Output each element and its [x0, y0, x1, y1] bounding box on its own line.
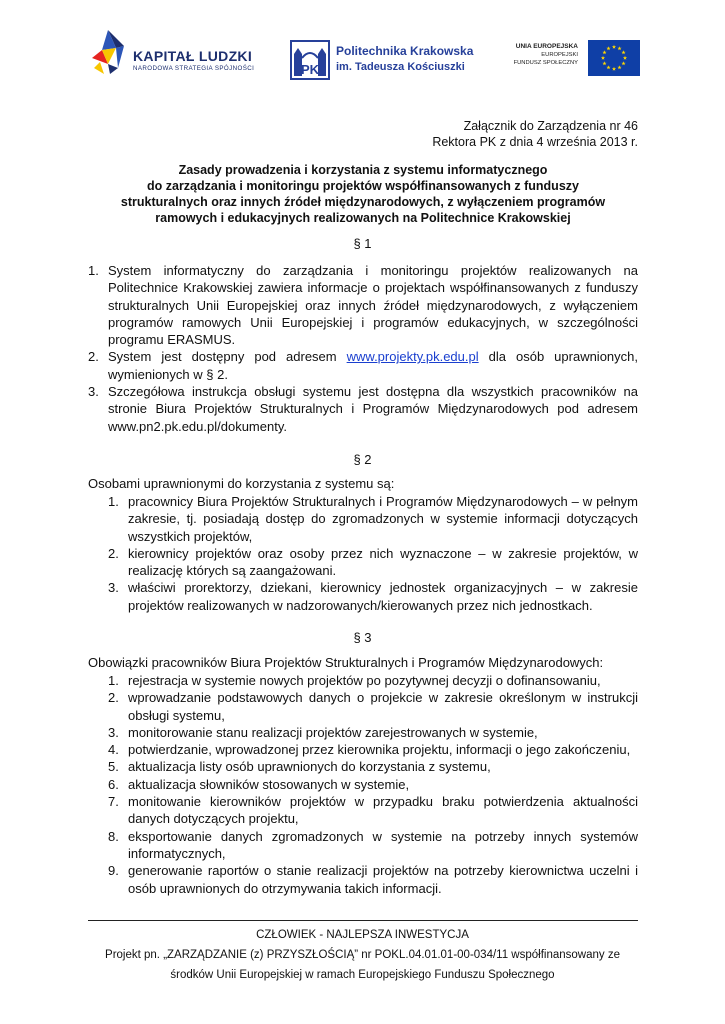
- title-line-1: Zasady prowadzenia i korzystania z systemu informatycznego: [178, 163, 548, 177]
- list-item: [108, 545, 638, 580]
- footer-project: Projekt pn. „ZARZĄDZANIE (z) PRZYSZŁOŚCIĄ” nr POKL.04.01.01-00-034/11 współfinansowany ze: [105, 949, 620, 961]
- list-item: [108, 758, 638, 775]
- footer-divider: [88, 920, 638, 921]
- item-text: aktualizacja listy osób uprawnionych do korzystania z systemu,: [128, 759, 491, 775]
- item-number: 3.: [108, 580, 119, 596]
- section-2-list: [108, 493, 638, 614]
- annex-line-2: Rektora PK z dnia 4 września 2013 r.: [432, 135, 638, 149]
- kapital-ludzki-subtitle: NARODOWA STRATEGIA SPÓJNOŚCI: [133, 65, 255, 72]
- politechnika-name: Politechnika Krakowska: [336, 44, 474, 58]
- item-number: 5.: [108, 759, 119, 775]
- item-text: aktualizacja słowników stosowanych w systemie,: [128, 776, 410, 792]
- title-line-3: strukturalnych oraz innych źródeł międzynarodowych, z wyłączeniem programów: [120, 195, 606, 209]
- document-title: [88, 162, 638, 226]
- projekty-link[interactable]: www.projekty.pk.edu.pl: [346, 349, 479, 365]
- item-text: rejestracja w systemie nowych projektów po pozytywnej decyzji o dofinansowaniu,: [128, 673, 601, 688]
- list-item: [88, 348, 638, 383]
- annex-line-1: Załącznik do Zarządzenia nr 46: [463, 119, 638, 133]
- item-number: 9.: [108, 863, 119, 879]
- page-header: [0, 28, 725, 88]
- item-number: 3.: [108, 724, 119, 740]
- item-text: System informatyczny do zarządzania i monitoringu projektów realizowanych na Politechnice Krakowskiej zawiera informacje o projektach współfinansowanych z funduszy strukturalnych Unii Europejskiej oraz innych źródeł międzynarodowych, z wyłączeniem programów ramowych Unii Europejskiej i programów edukacyjnych, w szczególności programu ERASMUS.: [108, 263, 638, 348]
- item-number: 2.: [88, 349, 99, 365]
- item-text: potwierdzanie, wprowadzonej przez kierownika projektu, informacji o jego zakończeniu,: [128, 742, 631, 758]
- page-footer: [0, 925, 725, 985]
- item-number: 1.: [108, 673, 119, 688]
- item-number: 4.: [108, 742, 119, 758]
- eu-text: [514, 42, 578, 67]
- list-item: [88, 262, 638, 348]
- svg-text:PK: PK: [300, 62, 320, 77]
- list-item: [108, 741, 638, 758]
- item-text: pracownicy Biura Projektów Strukturalnych i Programów Międzynarodowych – w pełnym zakresie, tj. posiadają dostęp do zgromadzonych w systemie informacji dotyczących wszystkich projektów,: [128, 494, 638, 544]
- item-number: 8.: [108, 828, 119, 844]
- list-item: [108, 862, 638, 897]
- annex-note: [432, 118, 638, 150]
- section-1-list: [88, 262, 638, 435]
- item-text-before: System jest dostępny pod adresem: [108, 349, 347, 365]
- politechnika-logo: [290, 40, 490, 80]
- eu-line-2: EUROPEJSKI: [541, 52, 578, 58]
- item-text: wprowadzanie podstawowych danych o projekcie w zakresie określonym w instrukcji obsługi systemu,: [128, 690, 638, 723]
- item-text: generowanie raportów o stanie realizacji projektów na potrzeby kierownictwa uczelni i osób uprawnionych do otrzymywania takich informacji.: [128, 863, 638, 896]
- section-1-heading: § 1: [353, 236, 372, 251]
- section-3-intro: Obowiązki pracowników Biura Projektów Strukturalnych i Programów Międzynarodowych:: [88, 655, 604, 670]
- item-text-after: dla osób uprawnionych, wymienionych w § 2.: [108, 349, 638, 382]
- list-item: [108, 672, 638, 689]
- item-text: właściwi prorektorzy, dziekani, kierownicy jednostek organizacyjnych – w zakresie projektów realizowanych w nadzorowanych/kierowanych przez nich jednostkach.: [128, 580, 638, 613]
- eu-line-3: FUNDUSZ SPOŁECZNY: [513, 60, 578, 66]
- list-item: [108, 828, 638, 863]
- list-item: [108, 493, 638, 545]
- item-text: Szczegółowa instrukcja obsługi systemu jest dostępna dla wszystkich pracowników na stronie Biura Projektów Strukturalnych i Programów Międzynarodowych pod adresem www.pn2.pk.edu.pl/dokumenty.: [108, 384, 638, 434]
- item-number: 1.: [108, 494, 119, 509]
- footer-slogan: CZŁOWIEK - NAJLEPSZA INWESTYCJA: [256, 929, 469, 941]
- item-number: 3.: [88, 384, 99, 400]
- eu-logo: [500, 40, 640, 80]
- item-number: 1.: [88, 263, 99, 278]
- politechnika-subname: im. Tadeusza Kościuszki: [336, 61, 465, 73]
- section-3-heading: § 3: [353, 630, 372, 645]
- title-line-2: do zarządzania i monitoringu projektów współfinansowanych z funduszy: [147, 179, 579, 193]
- section-2-intro: Osobami uprawnionymi do korzystania z systemu są:: [88, 476, 395, 491]
- politechnika-crest-icon: [290, 40, 330, 80]
- list-item: [108, 793, 638, 828]
- item-text: monitorowanie stanu realizacji projektów zarejestrowanych w systemie,: [128, 724, 538, 740]
- list-item: [108, 776, 638, 793]
- section-3-list: [108, 672, 638, 897]
- item-number: 6.: [108, 776, 119, 792]
- item-text: kierownicy projektów oraz osoby przez nich wyznaczone – w zakresie projektów, w realizację których są zaangażowani.: [128, 545, 638, 579]
- item-number: 2.: [108, 545, 119, 561]
- list-item: [88, 383, 638, 435]
- item-text: eksportowanie danych zgromadzonych w systemie na potrzeby innych systemów informatycznych,: [128, 828, 638, 861]
- list-item: [108, 724, 638, 741]
- list-item: [108, 579, 638, 614]
- kapital-ludzki-title: KAPITAŁ LUDZKI: [133, 48, 253, 64]
- footer-funding: środków Unii Europejskiej w ramach Europejskiego Funduszu Społecznego: [170, 969, 555, 981]
- eu-flag-icon: [588, 40, 640, 76]
- item-text: monitowanie kierowników projektów w przypadku braku potwierdzenia aktualności danych dotyczących projektu,: [128, 794, 638, 827]
- eu-line-1: UNIA EUROPEJSKA: [515, 43, 578, 50]
- kapital-ludzki-icon: [88, 28, 128, 76]
- list-item: [108, 689, 638, 724]
- kapital-ludzki-logo: [88, 28, 268, 80]
- item-number: 7.: [108, 794, 119, 810]
- title-line-4: ramowych i edukacyjnych realizowanych na Politechnice Krakowskiej: [155, 211, 571, 225]
- section-2-heading: § 2: [353, 452, 372, 467]
- item-number: 2.: [108, 690, 119, 706]
